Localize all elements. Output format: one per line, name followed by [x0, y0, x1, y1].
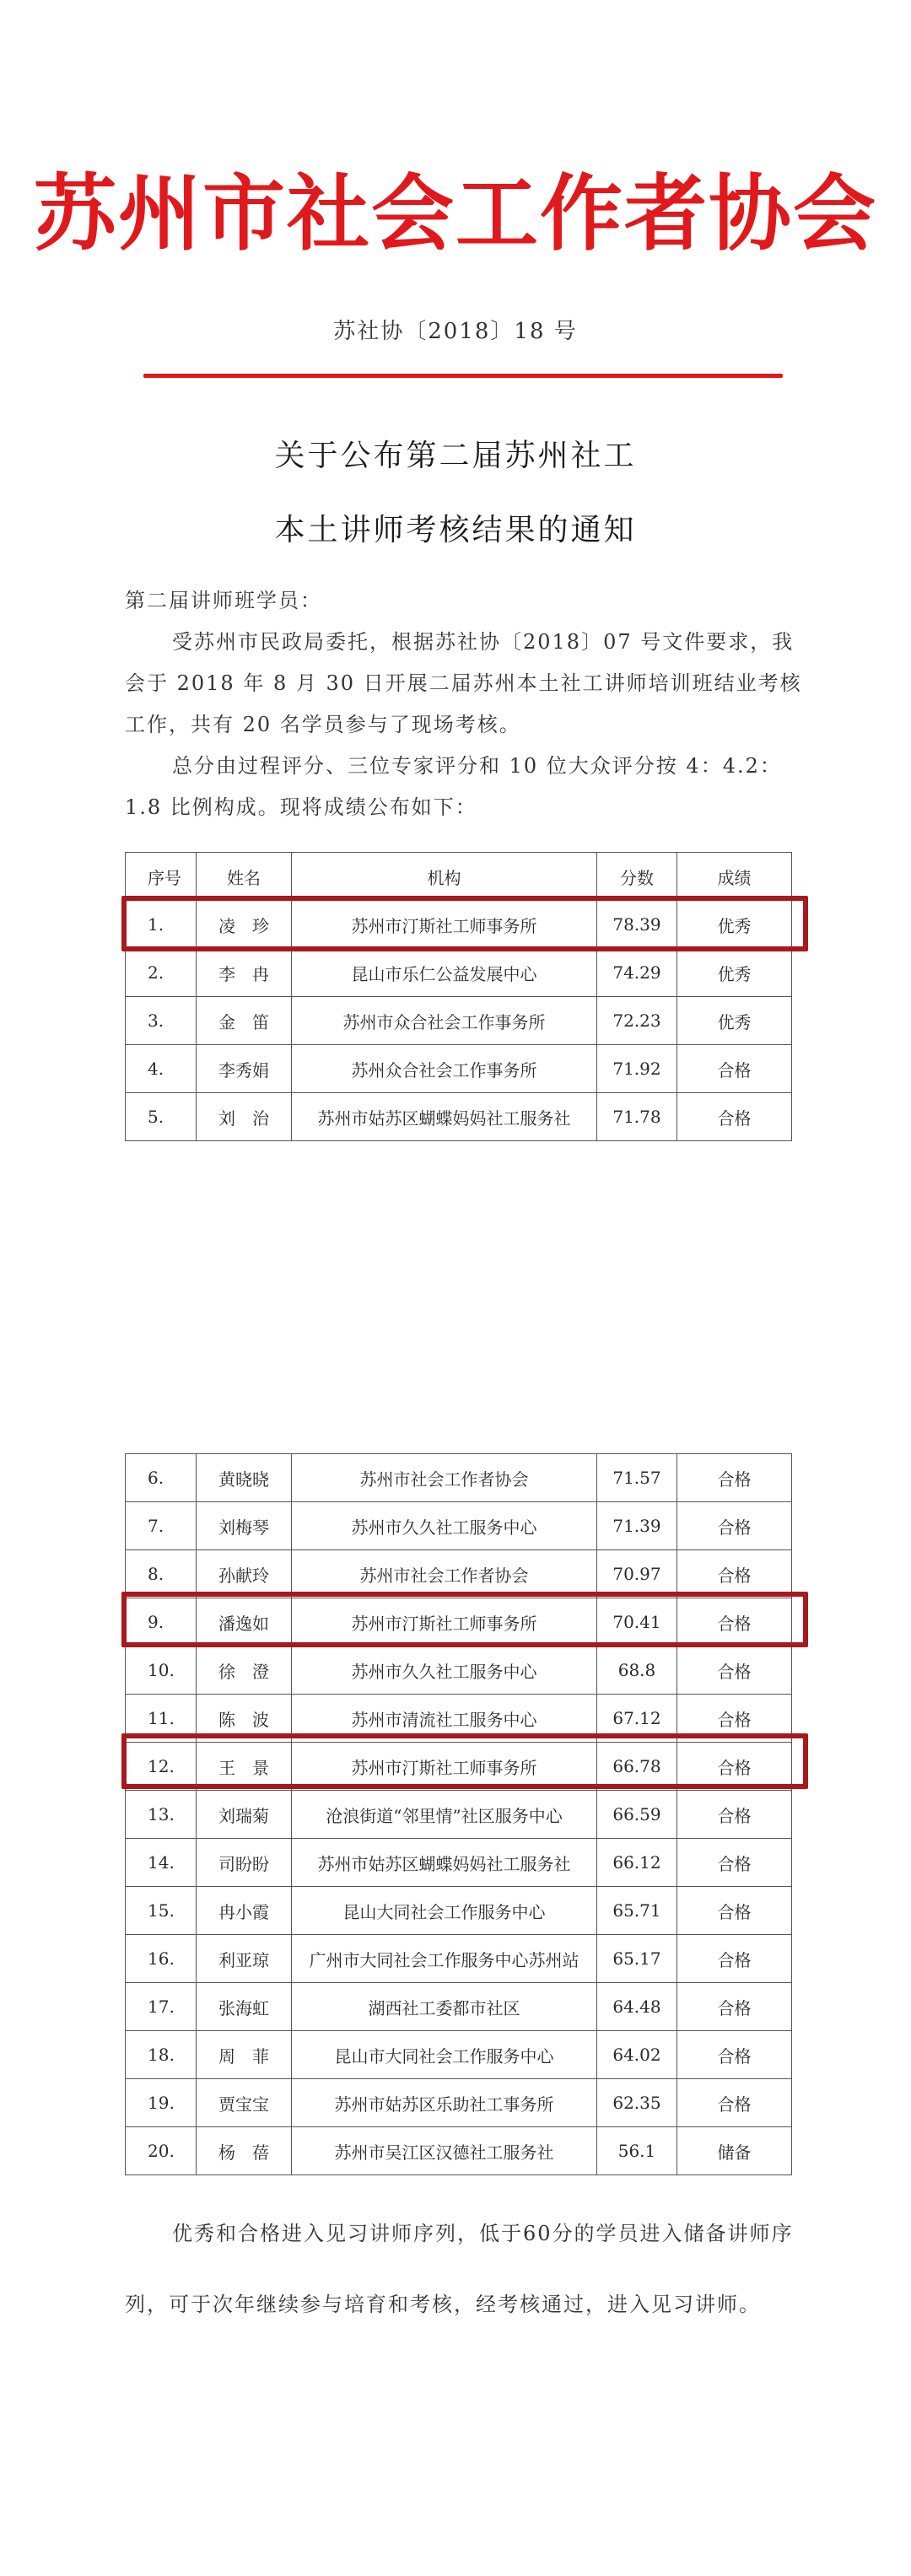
cell-grade: 合格 [677, 2031, 792, 2079]
cell-no: 16. [126, 1935, 197, 1983]
highlight-box-row-9 [121, 1592, 808, 1647]
cell-name: 黄晓晓 [197, 1454, 292, 1502]
cell-grade: 合格 [677, 1550, 792, 1598]
cell-no: 11. [126, 1695, 197, 1743]
cell-grade: 合格 [677, 1502, 792, 1550]
cell-name: 金 笛 [197, 997, 292, 1045]
cell-name: 司盼盼 [197, 1839, 292, 1887]
cell-no: 19. [126, 2079, 197, 2127]
cell-name: 刘梅琴 [197, 1502, 292, 1550]
cell-org: 苏州市社会工作者协会 [292, 1454, 597, 1502]
cell-org: 苏州市久久社工服务中心 [292, 1646, 597, 1695]
cell-org: 苏州市吴江区汉德社工服务社 [292, 2127, 597, 2175]
red-divider [143, 374, 783, 378]
intro-paragraph: 受苏州市民政局委托，根据苏社协〔2018〕07 号文件要求，我会于 2018 年 8 月 30 日开展二届苏州本土社工讲师培训班结业考核工作，共有 20 名学员参与了现场考核。 [125, 630, 802, 736]
cell-org: 苏州市汀斯社工师事务所 [292, 901, 597, 949]
cell-grade: 优秀 [677, 997, 792, 1045]
cell-org: 昆山市乐仁公益发展中心 [292, 949, 597, 997]
cell-score: 62.35 [597, 2079, 677, 2127]
cell-grade: 合格 [677, 1454, 792, 1502]
org-title: 苏州市社会工作者协会 [33, 166, 877, 262]
table-row [126, 2079, 792, 2127]
table-row [126, 1791, 792, 1839]
cell-score: 72.23 [597, 997, 677, 1045]
cell-score: 68.8 [597, 1646, 677, 1695]
cell-score: 64.02 [597, 2031, 677, 2079]
cell-name: 刘瑞菊 [197, 1791, 292, 1839]
cell-score: 78.39 [597, 901, 677, 949]
cell-org: 苏州众合社会工作事务所 [292, 1045, 597, 1093]
table-row [126, 1935, 792, 1983]
cell-score: 71.78 [597, 1093, 677, 1141]
cell-score: 71.39 [597, 1502, 677, 1550]
cell-name: 刘 治 [197, 1093, 292, 1141]
cell-score: 65.17 [597, 1935, 677, 1983]
cell-org: 苏州市社会工作者协会 [292, 1550, 597, 1598]
cell-name: 李秀娟 [197, 1045, 292, 1093]
cell-grade: 合格 [677, 1646, 792, 1695]
table-row [126, 1839, 792, 1887]
header-no: 序号 [126, 853, 197, 901]
cell-grade: 优秀 [677, 949, 792, 997]
closing-paragraph: 优秀和合格进入见习讲师序列，低于60分的学员进入储备讲师序列，可于次年继续参与培育和考核，经考核通过，进入见习讲师。 [125, 2222, 794, 2316]
cell-no: 14. [126, 1839, 197, 1887]
table-row [126, 1045, 792, 1093]
cell-name: 杨 蓓 [197, 2127, 292, 2175]
table-row [126, 949, 792, 997]
cell-score: 71.92 [597, 1045, 677, 1093]
cell-name: 孙献玲 [197, 1550, 292, 1598]
cell-name: 潘逸如 [197, 1598, 292, 1646]
cell-score: 66.78 [597, 1743, 677, 1791]
cell-no: 2. [126, 949, 197, 997]
salutation: 第二届讲师班学员： [125, 589, 322, 612]
cell-score: 70.97 [597, 1550, 677, 1598]
header-grade: 成绩 [677, 853, 792, 901]
cell-score: 56.1 [597, 2127, 677, 2175]
header-org: 机构 [292, 853, 597, 901]
cell-no: 8. [126, 1550, 197, 1598]
table-row [126, 1093, 792, 1141]
cell-name: 张海虹 [197, 1983, 292, 2031]
cell-name: 利亚琼 [197, 1935, 292, 1983]
notice-title-line2: 本土讲师考核结果的通知 [274, 513, 637, 547]
cell-name: 贾宝宝 [197, 2079, 292, 2127]
cell-grade: 储备 [677, 2127, 792, 2175]
table-row [126, 1550, 792, 1598]
results-table-part2 [125, 1453, 792, 2175]
cell-score: 66.59 [597, 1791, 677, 1839]
cell-no: 13. [126, 1791, 197, 1839]
cell-no: 20. [126, 2127, 197, 2175]
cell-grade: 合格 [677, 1839, 792, 1887]
cell-no: 9. [126, 1598, 197, 1646]
cell-org: 昆山市大同社会工作服务中心 [292, 2031, 597, 2079]
cell-no: 4. [126, 1045, 197, 1093]
cell-name: 周 菲 [197, 2031, 292, 2079]
highlight-box-row-1 [121, 896, 808, 951]
cell-org: 苏州市姑苏区蝴蝶妈妈社工服务社 [292, 1839, 597, 1887]
cell-grade: 合格 [677, 1093, 792, 1141]
cell-no: 17. [126, 1983, 197, 2031]
cell-name: 凌 珍 [197, 901, 292, 949]
cell-no: 18. [126, 2031, 197, 2079]
cell-grade: 合格 [677, 1791, 792, 1839]
cell-no: 15. [126, 1887, 197, 1935]
cell-name: 李 冉 [197, 949, 292, 997]
notice-title-line1: 关于公布第二届苏州社工 [274, 439, 637, 473]
cell-org: 苏州市久久社工服务中心 [292, 1502, 597, 1550]
cell-grade: 合格 [677, 1743, 792, 1791]
cell-score: 64.48 [597, 1983, 677, 2031]
cell-org: 湖西社工委都市社区 [292, 1983, 597, 2031]
cell-org: 昆山大同社会工作服务中心 [292, 1887, 597, 1935]
cell-grade: 合格 [677, 1695, 792, 1743]
cell-no: 7. [126, 1502, 197, 1550]
table-row [126, 1454, 792, 1502]
cell-org: 沧浪街道“邻里情”社区服务中心 [292, 1791, 597, 1839]
cell-name: 陈 波 [197, 1695, 292, 1743]
cell-grade: 优秀 [677, 901, 792, 949]
cell-score: 66.12 [597, 1839, 677, 1887]
table-row [126, 2127, 792, 2175]
table-row [126, 997, 792, 1045]
cell-org: 苏州市姑苏区蝴蝶妈妈社工服务社 [292, 1093, 597, 1141]
table-row [126, 1983, 792, 2031]
cell-grade: 合格 [677, 1935, 792, 1983]
cell-grade: 合格 [677, 2079, 792, 2127]
cell-no: 5. [126, 1093, 197, 1141]
table-row [126, 1502, 792, 1550]
cell-org: 苏州市众合社会工作事务所 [292, 997, 597, 1045]
cell-org: 广州市大同社会工作服务中心苏州站 [292, 1935, 597, 1983]
cell-score: 70.41 [597, 1598, 677, 1646]
cell-org: 苏州市清流社工服务中心 [292, 1695, 597, 1743]
cell-org: 苏州市汀斯社工师事务所 [292, 1743, 597, 1791]
cell-no: 12. [126, 1743, 197, 1791]
cell-no: 1. [126, 901, 197, 949]
cell-name: 冉小霞 [197, 1887, 292, 1935]
cell-org: 苏州市汀斯社工师事务所 [292, 1598, 597, 1646]
cell-score: 67.12 [597, 1695, 677, 1743]
cell-grade: 合格 [677, 1983, 792, 2031]
cell-grade: 合格 [677, 1887, 792, 1935]
header-name: 姓名 [197, 853, 292, 901]
highlight-box-row-12 [121, 1733, 808, 1789]
cell-no: 10. [126, 1646, 197, 1695]
table-row [126, 2031, 792, 2079]
cell-grade: 合格 [677, 1045, 792, 1093]
cell-grade: 合格 [677, 1598, 792, 1646]
cell-name: 徐 澄 [197, 1646, 292, 1695]
cell-no: 3. [126, 997, 197, 1045]
cell-name: 王 景 [197, 1743, 292, 1791]
cell-score: 71.57 [597, 1454, 677, 1502]
document-number: 苏社协〔2018〕18 号 [333, 319, 578, 344]
scoring-paragraph: 总分由过程评分、三位专家评分和 10 位大众评分按 4：4.2：1.8 比例构成。现将成绩公布如下： [125, 754, 782, 819]
cell-no: 6. [126, 1454, 197, 1502]
cell-score: 74.29 [597, 949, 677, 997]
cell-org: 苏州市姑苏区乐助社工事务所 [292, 2079, 597, 2127]
cell-score: 65.71 [597, 1887, 677, 1935]
header-score: 分数 [597, 853, 677, 901]
table-row [126, 1646, 792, 1695]
table-header-row [126, 853, 792, 901]
table-row [126, 1887, 792, 1935]
